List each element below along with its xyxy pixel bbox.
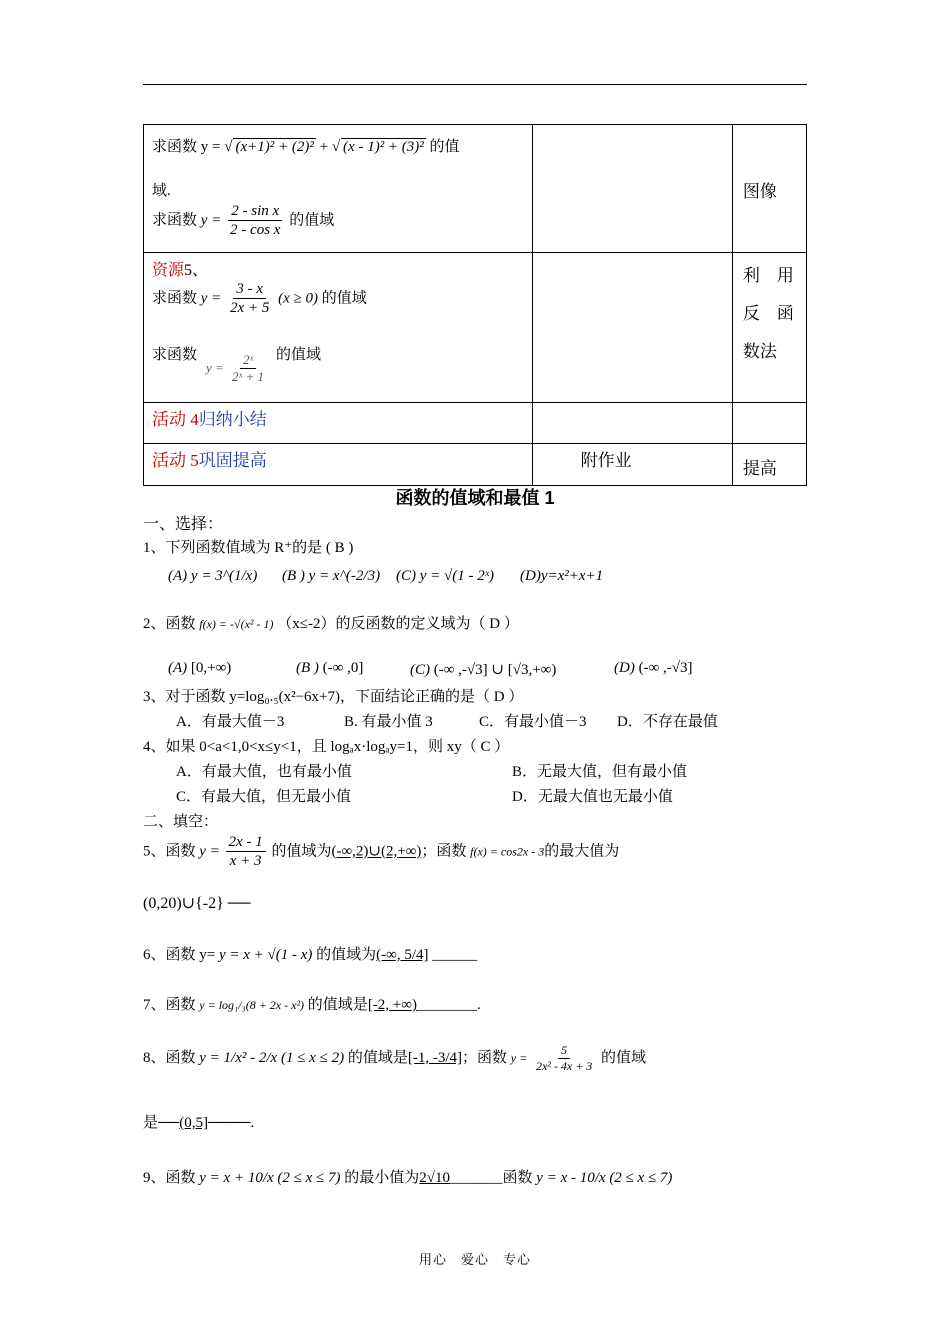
option-c: C．有最小值－3 xyxy=(479,714,587,730)
option-expr: y = 3^(1/x) xyxy=(190,568,258,584)
option-label: (B ) xyxy=(282,568,305,584)
resource-num: 5、 xyxy=(184,262,209,279)
table-row xyxy=(144,444,807,486)
blank-cell xyxy=(732,403,806,444)
answer-blank: ── xyxy=(158,1115,180,1131)
q9-expr2: y = x - 10/x xyxy=(536,1170,606,1186)
q2-prefix: 求函数 xyxy=(152,212,198,229)
option-label: (A) xyxy=(168,660,188,676)
q5-answer: (-∞,2)∪(2,+∞) xyxy=(331,843,422,860)
q4-prefix: 求函数 xyxy=(152,347,198,363)
q3-fraction xyxy=(227,281,272,317)
option-a: A．有最大值，也有最小值 xyxy=(176,764,352,780)
method-line1: 利 用 xyxy=(742,266,794,285)
table-row xyxy=(144,253,807,403)
option-label: (A) xyxy=(168,568,188,584)
q8-answer2: (0,5] xyxy=(179,1115,209,1131)
q9-mid: 的最小值为 xyxy=(344,1170,420,1186)
q5-y: y = xyxy=(199,843,220,860)
activity4-label: 活动 4 xyxy=(152,410,199,429)
q2-y: y = xyxy=(200,212,222,229)
q7-mid: 的值域是 xyxy=(307,997,368,1013)
q8-prefix: 8、函数 xyxy=(143,1050,196,1067)
q6-mid: 的值域为 xyxy=(316,947,377,963)
page-title: 函数的值域和最值 1 xyxy=(395,488,555,508)
q1-term1: (x+1)² + (2)² xyxy=(235,139,314,155)
q7-answer: [-2, +∞) xyxy=(367,997,417,1013)
option-c: C．有最大值，但无最小值 xyxy=(176,789,352,805)
q4-y: y = xyxy=(206,359,224,375)
q1-plus: + xyxy=(319,139,329,155)
option-d: D．不存在最值 xyxy=(617,714,718,730)
q5-den: x + 3 xyxy=(229,853,262,870)
q2-num: 2 - sin x xyxy=(228,203,282,221)
q4-den: 2ˣ + 1 xyxy=(232,368,264,384)
q8-mid: 的值域是 xyxy=(347,1050,408,1067)
option-value: (-∞ ,0] xyxy=(322,660,364,676)
blank-cell xyxy=(532,403,732,444)
q3-suffix: 的值域 xyxy=(321,290,367,307)
q4-fraction xyxy=(229,353,267,385)
q8-expr-b: 2/x xyxy=(258,1050,278,1067)
method-label: 提高 xyxy=(742,459,777,478)
blank-cell xyxy=(532,253,732,403)
q2-suffix: 的值域 xyxy=(289,212,335,229)
content-cell xyxy=(144,444,533,486)
option-b: B．无最大值，但有最小值 xyxy=(512,764,688,780)
q8-line2-prefix: 是 xyxy=(143,1115,159,1131)
homework-label: 附作业 xyxy=(580,451,632,470)
q1-cont: 域. xyxy=(152,183,171,199)
option-value: (-∞ ,-√3] ∪ [√3,+∞) xyxy=(433,662,557,678)
option-label: (D) xyxy=(614,660,635,676)
option-d: D．无最大值也无最小值 xyxy=(512,789,673,805)
header-rule xyxy=(143,84,807,85)
content-cell xyxy=(144,253,533,403)
q8-cond: (1 ≤ x ≤ 2) xyxy=(280,1050,345,1067)
activity5-label: 活动 5 xyxy=(152,451,199,470)
q8-y2: y = xyxy=(510,1051,528,1066)
sqrt-icon: √ xyxy=(224,139,233,155)
method-line2: 反 函 xyxy=(742,304,794,323)
q8-num2: 5 xyxy=(558,1044,570,1059)
option-label: (D) xyxy=(520,568,541,584)
q9-answer: 2√10 xyxy=(419,1170,451,1186)
method-label: 图像 xyxy=(742,182,777,201)
resource-label: 资源 xyxy=(152,262,185,279)
q3-den: 2x + 5 xyxy=(230,300,270,317)
q6-answer: (-∞, 5/4] xyxy=(376,947,429,963)
sqrt-icon: √ xyxy=(331,139,341,155)
answer-blank: ── xyxy=(227,895,251,912)
lesson-table xyxy=(143,124,807,486)
q5-sep: ；函数 xyxy=(421,843,467,860)
answer-blank: ______ xyxy=(432,947,478,963)
option-expr: y = √(1 - 2ˣ) xyxy=(419,568,494,584)
q3-cond: (x ≥ 0) xyxy=(278,290,318,307)
q1-suffix: 的值 xyxy=(429,139,460,155)
q8-expr-a: 1/x² xyxy=(223,1050,247,1067)
page-footer: 用心 爱心 专心 xyxy=(418,1252,531,1267)
content-cell xyxy=(144,403,533,444)
table-row xyxy=(144,403,807,444)
method-cell xyxy=(732,125,806,253)
q5-expr2: f(x) = cos2x - 3 xyxy=(470,844,545,859)
q2-prefix: 2、函数 xyxy=(143,616,196,632)
q6-expr: y = x + √(1 - x) xyxy=(218,947,313,963)
method-cell xyxy=(732,444,806,486)
q8-suffix: 的值域 xyxy=(601,1050,647,1067)
q8-fraction2 xyxy=(533,1044,595,1073)
q4-num: 2ˣ xyxy=(240,353,256,369)
q9-prefix: 9、函数 xyxy=(143,1170,196,1186)
answer-blank: ────. xyxy=(208,1115,255,1131)
option-label: (C) xyxy=(410,662,430,678)
question-4: 4、如果 0<a<1,0<x≤y<1，且 logₐx·logₐy=1，则 xy（ C ） xyxy=(143,739,510,755)
section-heading: 一、选择： xyxy=(143,516,224,533)
q9-sep: 函数 xyxy=(502,1170,533,1186)
q5-prefix: 5、函数 xyxy=(143,843,196,860)
q2-expr: f(x) = -√(x² - 1) xyxy=(199,617,274,631)
q8-den2: 2x² - 4x + 3 xyxy=(535,1058,593,1073)
table-row xyxy=(144,125,807,253)
section-heading: 二、填空： xyxy=(143,814,219,830)
q8-y: y = xyxy=(199,1050,220,1067)
option-label: (C) xyxy=(396,568,416,584)
content-cell xyxy=(144,125,533,253)
activity4-name: 归纳小结 xyxy=(198,410,267,429)
method-line3: 数法 xyxy=(742,342,777,361)
q7-prefix: 7、函数 xyxy=(143,997,196,1013)
q9-expr: y = x + 10/x xyxy=(199,1170,274,1186)
option-a: A．有最大值－3 xyxy=(176,714,285,730)
q9-cond: (2 ≤ x ≤ 7) xyxy=(277,1170,341,1186)
q5-fraction xyxy=(226,834,266,870)
activity5-name: 巩固提高 xyxy=(198,451,267,470)
option-value: (-∞ ,-√3] xyxy=(638,660,693,676)
q7-expr: y = log₁/₃(8 + 2x - x²) xyxy=(199,998,305,1012)
homework-cell xyxy=(532,444,732,486)
q5-mid: 的值域为 xyxy=(271,843,332,860)
blank-cell xyxy=(532,125,732,253)
q8-sep: ；函数 xyxy=(462,1050,508,1067)
q5-answer2: (0,20)∪{-2} xyxy=(143,895,224,912)
option-b: B. 有最小值 3 xyxy=(344,714,433,730)
option-label: (B ) xyxy=(296,660,319,676)
option-value: [0,+∞) xyxy=(190,660,232,676)
q8-answer: [-1, -3/4] xyxy=(407,1050,462,1067)
q1-term2: (x - 1)² + (3)² xyxy=(343,139,424,155)
q2-suffix: （x≤-2）的反函数的定义域为（ D ） xyxy=(277,616,519,632)
q3-y: y = xyxy=(200,290,222,307)
q6-prefix: 6、函数 y= xyxy=(143,947,216,963)
q8-minus: - xyxy=(250,1050,256,1067)
q2-den: 2 - cos x xyxy=(230,222,281,239)
q9-cond2: (2 ≤ x ≤ 7) xyxy=(609,1170,673,1186)
q2-fraction xyxy=(227,203,283,239)
q3-prefix: 求函数 xyxy=(152,290,198,307)
q5-num: 2x - 1 xyxy=(226,834,266,852)
q3-num: 3 - x xyxy=(233,281,266,299)
q4-suffix: 的值域 xyxy=(276,347,322,363)
method-cell xyxy=(732,253,806,403)
q1-prefix: 求函数 y = xyxy=(152,139,221,155)
q5-suffix: 的最大值为 xyxy=(544,843,620,860)
option-expr: y = x^(-2/3) xyxy=(308,568,381,584)
question-3: 3、对于函数 y=log₀.₅(x²−6x+7)，下面结论正确的是（ D ） xyxy=(143,689,524,705)
question-1: 1、下列函数值域为 R⁺的是 ( B ) xyxy=(143,540,354,556)
option-expr: y=x²+x+1 xyxy=(540,568,604,584)
answer-blank: _______ xyxy=(450,1170,503,1186)
answer-blank: ________. xyxy=(416,997,481,1013)
